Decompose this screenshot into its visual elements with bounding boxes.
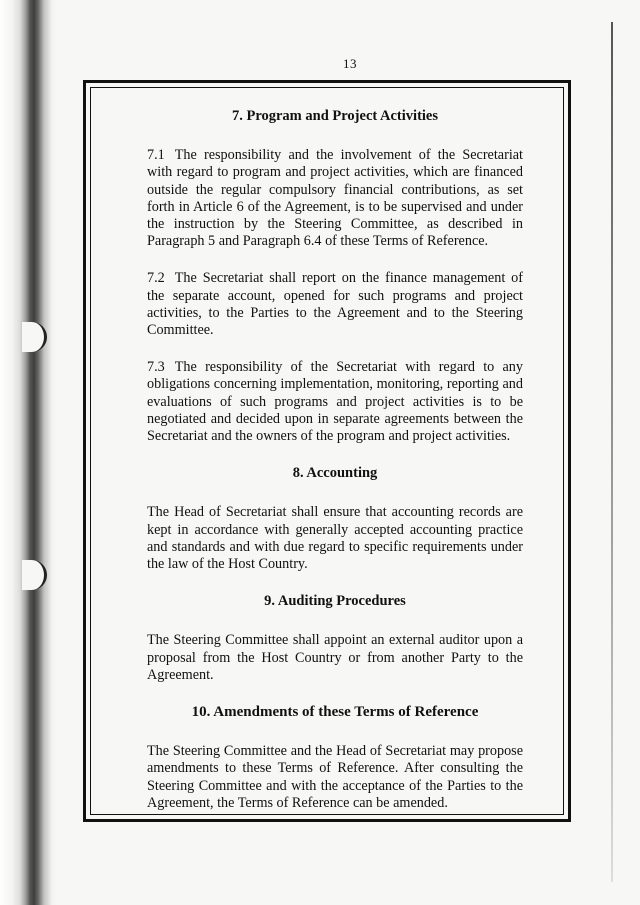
paragraph-accounting: The Head of Secretariat shall ensure that accounting records are kept in accordance with generally accepted accounting practice and standards and with due regard to specific requirements under the law of the Host Country. <box>147 504 523 573</box>
scan-binding-edge <box>0 0 58 905</box>
paragraph-amendments: The Steering Committee and the Head of Secretariat may propose amendments to these Terms of Reference. After consulting the Steering Committee and with the acceptance of the Parties to the Agreement, the Terms of Reference can be amended. <box>147 743 523 811</box>
page-number: 13 <box>343 56 357 71</box>
section-heading-accounting: 8. Accounting <box>292 465 378 482</box>
paragraph-number: 7.3 <box>147 359 165 376</box>
paragraph-7-1 <box>147 147 523 250</box>
paragraph-text: The Secretariat shall report on the finance management of the separate account, opened for such programs and project activities, to the Parties to the Agreement and to the Steering Committee. <box>147 270 523 339</box>
section-heading-program-activities: 7. Program and Project Activities <box>231 108 439 124</box>
paragraph-7-3 <box>147 359 523 445</box>
document-body <box>147 108 523 832</box>
section-heading-auditing: 9. Auditing Procedures <box>264 593 406 610</box>
paragraph-7-2 <box>147 270 523 339</box>
paragraph-auditing: The Steering Committee shall appoint an external auditor upon a proposal from the Host Country or from another Party to the Agreement. <box>147 632 523 683</box>
section-heading-amendments: 10. Amendments of these Terms of Reference <box>191 704 479 721</box>
paragraph-number: 7.1 <box>147 147 165 164</box>
paragraph-text: The responsibility of the Secretariat with regard to any obligations concerning implementation, monitoring, reporting and evaluations of such programs and project activities is to be negotiated and decided upon in separate agreements between the Secretariat and the owners of the program and project activities. <box>147 359 523 445</box>
right-margin-line <box>611 22 613 882</box>
paragraph-text: The responsibility and the involvement of the Secretariat with regard to program and project activities, which are financed outside the regular compulsory financial contributions, as set forth in Article 6 of the Agreement, is to be supervised and under the instruction by the Steering Committee, as described in Paragraph 5 and Paragraph 6.4 of these Terms of Reference. <box>147 147 523 250</box>
paragraph-number: 7.2 <box>147 270 165 287</box>
